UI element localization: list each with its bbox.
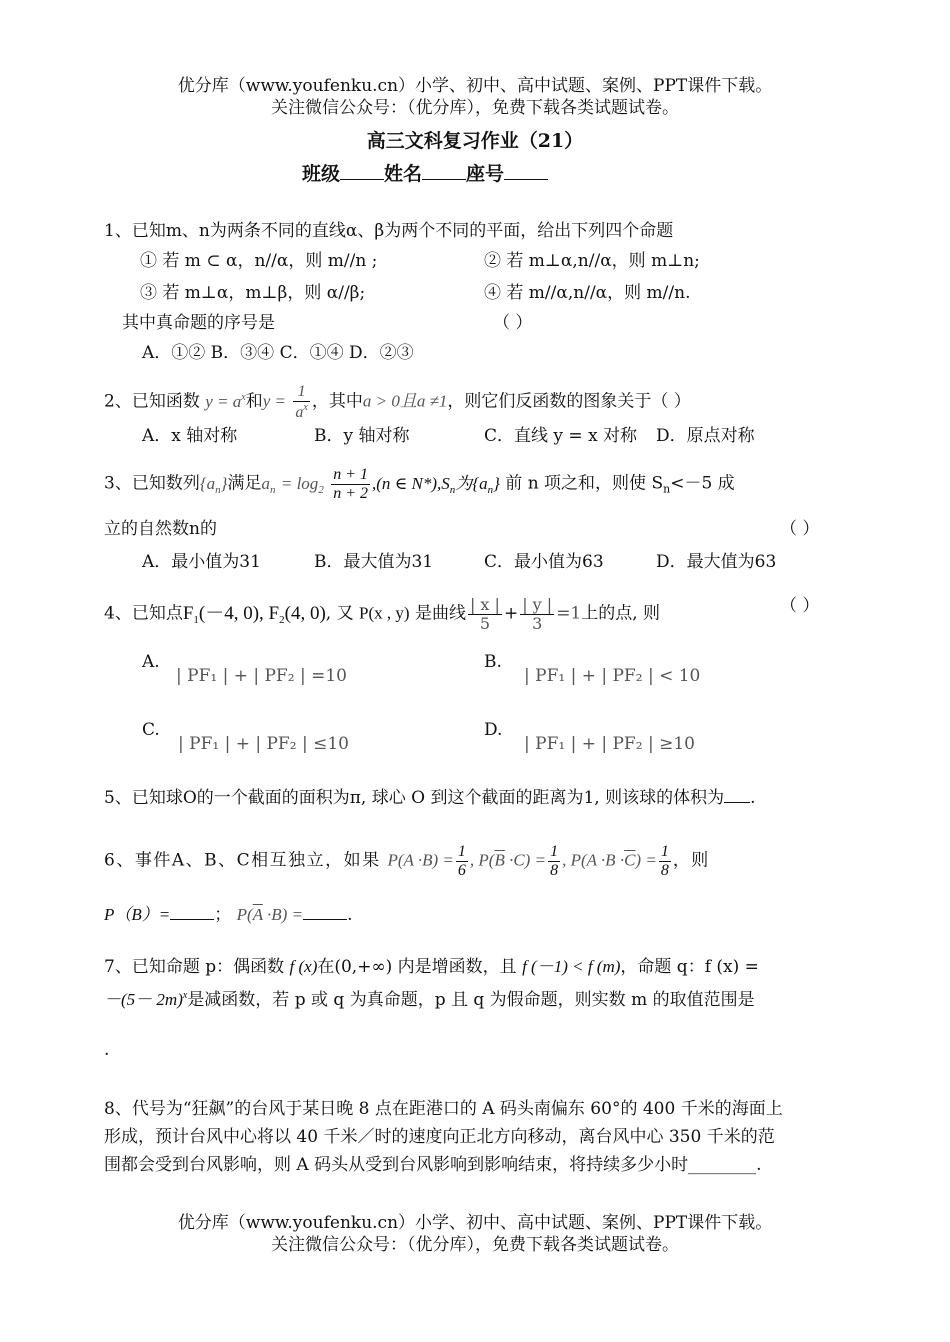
q2-option-a: A．x 轴对称: [142, 426, 238, 446]
q3-frac-den: n + 2: [333, 484, 369, 502]
q3-seq-close: }: [220, 473, 228, 493]
q6-tail: ，则: [672, 850, 710, 871]
q6-frac-2-den: 8: [550, 861, 559, 879]
q6-frac-3-den: 8: [660, 861, 669, 879]
q1-prop-3: ③ 若 m⊥α，m⊥β，则 α//β;: [140, 283, 366, 303]
page-title: 高三文科复习作业（21）: [366, 130, 584, 152]
q1-options: A．①② B．③④ C．①④ D．②③: [142, 343, 414, 363]
q3-stem: [104, 466, 735, 502]
q6-prefix: 6、事件A、B、C相互独立，如果: [104, 850, 381, 871]
q5-end: .: [750, 788, 756, 808]
name-blank: [422, 160, 466, 180]
q2-prefix: 2、已知函数: [104, 391, 200, 412]
q4-frac-y: [520, 596, 554, 632]
q4-stem: [104, 596, 660, 632]
q6-frac-3: [659, 843, 671, 879]
q2-option-b: B．y 轴对称: [314, 426, 410, 446]
q4-f2-coords: (4, 0): [284, 602, 326, 624]
footer-line-2: 关注微信公众号：（优分库），免费下载各类试题试卷。: [271, 1235, 679, 1255]
q6-frac-1: [456, 843, 468, 879]
q7-prefix: 7、已知命题 p：偶函数: [104, 957, 285, 977]
q2-cond: a > 0且a ≠1: [362, 391, 448, 411]
q1-prop-1: ① 若 m ⊂ α，n//α，则 m//n ;: [140, 251, 378, 271]
q3-log-text: = log: [280, 473, 319, 493]
q4-option-b-label: B.: [484, 652, 502, 672]
q4-tail: 上的点, 则: [581, 603, 661, 624]
q7-line-1-end: ，命题 q：f (x) =: [620, 957, 759, 977]
q2-func-1-exp: x: [241, 391, 246, 403]
q3-line-2: 立的自然数n的: [104, 519, 217, 539]
q4-option-b: | PF₁ | + | PF₂ | < 10: [524, 666, 701, 686]
q2-frac-num: 1: [293, 383, 309, 402]
q3-answer-paren: （ ）: [780, 519, 820, 539]
q3-option-b: B．最大值为31: [314, 552, 434, 572]
q7-mid: 在(0,+∞) 内是增函数，且: [317, 957, 517, 977]
q2-frac-den-exp: x: [303, 401, 308, 413]
q3-an-a: a: [261, 473, 270, 493]
q4-also: , 又: [325, 603, 354, 624]
q4-f1-sub: 1: [193, 613, 199, 626]
q3-tail-sub: n: [663, 482, 671, 496]
q1-stem: 1、已知m、n为两条不同的直线α、β为两个不同的平面，给出下列四个命题: [104, 221, 674, 241]
q7-expr-base: －(5－ 2m): [104, 990, 183, 1009]
q2-cond-pre: ，其中: [311, 391, 363, 412]
q4-plus: +: [503, 603, 519, 624]
q6-blank-2: [303, 902, 347, 920]
q3-cond-c: }: [493, 473, 500, 493]
q6-expr-4-abar: $\overline{A}$: [252, 905, 263, 924]
q7-line-1: [104, 957, 759, 977]
q4-option-c: | PF₁ | + | PF₂ | ≤10: [178, 734, 349, 754]
q3-seq-sub: n: [215, 483, 221, 496]
header-line-2: 关注微信公众号：（优分库），免费下载各类试题试卷。: [271, 98, 679, 118]
q1-ask: 其中真命题的序号是: [122, 313, 275, 333]
q4-frac-y-den: 3: [532, 613, 543, 633]
name-label: 姓名: [384, 163, 423, 185]
q5-text: 5、已知球O的一个截面的面积为π, 球心 O 到这个截面的距离为1, 则该球的体积为: [104, 788, 725, 808]
q2-func-1: [205, 392, 245, 411]
q3-cond-b-sub: n: [487, 483, 494, 496]
q2-stem: [104, 383, 691, 421]
seat-blank: [504, 160, 548, 180]
q4-frac-y-num: | y |: [522, 595, 553, 614]
q6-expr-3-c: ) =: [635, 850, 657, 870]
q8-end: .: [756, 1155, 762, 1175]
q6-expr-2-c: ·C) =: [504, 850, 547, 870]
student-info-line: [302, 160, 548, 186]
q6-expr-4: [237, 905, 303, 924]
q3-option-a: A．最小值为31: [142, 552, 261, 572]
q4-frac-x-den: 5: [479, 613, 491, 633]
q3-an: [261, 473, 276, 496]
q5-blank: [724, 785, 750, 803]
q5-line: [104, 785, 756, 808]
q2-func-1-base: y = a: [205, 391, 242, 411]
q6-expr-4-a: P(: [236, 905, 253, 924]
q6-expr-3-cbar: $\overline{C}$: [624, 850, 636, 870]
q4-point-p: P(x , y): [359, 603, 410, 623]
q7-line-3: .: [104, 1040, 110, 1060]
q8-line-3-text: 围都会受到台风影响，则 A 码头从受到台风影响到影响结束，将持续多少小时: [104, 1155, 689, 1175]
q1-prop-2: ② 若 m⊥α,n//α，则 m⊥n;: [484, 251, 700, 271]
q1-answer-paren: （ ）: [493, 313, 533, 333]
q6-expr-1: P(A ·B) =: [387, 850, 454, 870]
header-line-1: 优分库（www.youfenku.cn）小学、初中、高中试题、案例、PPT课件下载。: [177, 76, 773, 96]
q3-cond-b: 为{a: [455, 473, 488, 493]
q6-expr-2-bbar: $\overline{B}$: [494, 850, 505, 870]
q6-blank-1: [170, 902, 214, 920]
q2-and: 和: [245, 391, 263, 412]
q8-blank: ________: [688, 1155, 757, 1175]
q6-pb-label: P（B）=: [104, 905, 171, 924]
q6-line-2: [104, 902, 352, 925]
q6-expr-3-a: , P(A ·B ·: [562, 850, 625, 870]
q3-log: [280, 473, 324, 496]
q2-option-d: D．原点对称: [656, 426, 755, 446]
q4-option-c-label: C.: [142, 720, 160, 740]
q3-fraction: [331, 466, 370, 502]
q6-frac-1-num: 1: [457, 843, 466, 860]
q2-tail: ，则它们反函数的图象关于（ ）: [447, 391, 691, 412]
q6-line-1: [104, 843, 710, 879]
q4-f1: F: [182, 602, 194, 624]
q7-line-2-text: 是减函数，若 p 或 q 为真命题，p 且 q 为假命题，则实数 m 的取值范围是: [187, 990, 755, 1010]
q7-func: f (x): [289, 957, 318, 976]
class-blank: [340, 160, 384, 180]
q4-prefix: 4、已知点: [104, 603, 183, 624]
q6-expr-3: [562, 851, 657, 870]
q4-frac-x-num: | x |: [469, 595, 500, 614]
q4-option-a: | PF₁ | + | PF₂ | =10: [176, 666, 347, 686]
q7-ineq: f (－1) < f (m): [522, 957, 621, 976]
q6-frac-1-den: 6: [457, 861, 466, 879]
q3-an-sub: n: [269, 483, 276, 496]
q4-answer-paren: （ ）: [780, 596, 820, 616]
q3-tail: 前 n 项之和，则使 S: [505, 473, 664, 494]
q6-frac-2-num: 1: [550, 843, 559, 860]
q3-cond: [372, 473, 500, 496]
q3-cond-a: ,(n ∈ N*),S: [372, 473, 450, 493]
q4-option-a-label: A.: [142, 652, 160, 672]
q4-frac-x: [468, 596, 502, 632]
q3-option-c: C．最小值为63: [484, 552, 604, 572]
q3-cond-sub: n: [449, 483, 456, 496]
q6-expr-2: [470, 851, 546, 870]
q2-fraction: [293, 383, 309, 421]
q4-eq-one: =1: [556, 603, 582, 624]
q6-sep: ；: [214, 905, 232, 925]
q4-f2-sub: 2: [279, 613, 285, 626]
q1-prop-4: ④ 若 m//α,n//α，则 m//n.: [484, 283, 691, 303]
q6-frac-2: [548, 843, 560, 879]
q6-end: .: [347, 905, 353, 925]
q4-points: [183, 603, 326, 624]
q3-frac-num: n + 1: [333, 466, 369, 483]
q4-option-d: | PF₁ | + | PF₂ | ≥10: [524, 734, 695, 754]
q8-line-3: [104, 1155, 762, 1175]
q8-line-1: 8、代号为“狂飙”的台风于某日晚 8 点在距港口的 A 码头南偏东 60°的 400 千米的海面上: [104, 1099, 783, 1119]
q7-line-2: [104, 990, 755, 1010]
q4-f1-coords: (－4, 0), F: [198, 602, 280, 624]
q6-frac-3-num: 1: [660, 843, 669, 860]
footer-line-1: 优分库（www.youfenku.cn）小学、初中、高中试题、案例、PPT课件下载。: [177, 1213, 773, 1233]
q8-line-2: 形成，预计台风中心将以 40 千米／时的速度向正北方向移动，离台风中心 350 千米的范: [104, 1127, 775, 1147]
q2-func-2: y =: [262, 391, 286, 411]
q2-option-c: C．直线 y = x 对称: [484, 426, 638, 446]
q7-expr: [104, 990, 187, 1009]
q6-expr-2-a: , P(: [469, 850, 495, 870]
q3-mid: 满足: [227, 473, 262, 494]
q3-prefix: 3、已知数列: [104, 473, 200, 494]
q3-option-d: D．最大值为63: [656, 552, 777, 572]
q3-tail-end: <－5 成: [670, 473, 735, 494]
q3-seq: [199, 473, 228, 496]
q7-expr-exp: x: [182, 990, 188, 1001]
q3-log-base: 2: [318, 483, 324, 496]
class-label: 班级: [302, 163, 341, 185]
q3-seq-a: {a: [199, 473, 216, 493]
seat-label: 座号: [466, 163, 505, 185]
q2-frac-den: a: [295, 403, 304, 421]
q4-option-d-label: D.: [484, 720, 503, 740]
q4-curve-label: 是曲线: [414, 603, 466, 624]
q6-expr-4-c: ·B) =: [262, 905, 304, 924]
